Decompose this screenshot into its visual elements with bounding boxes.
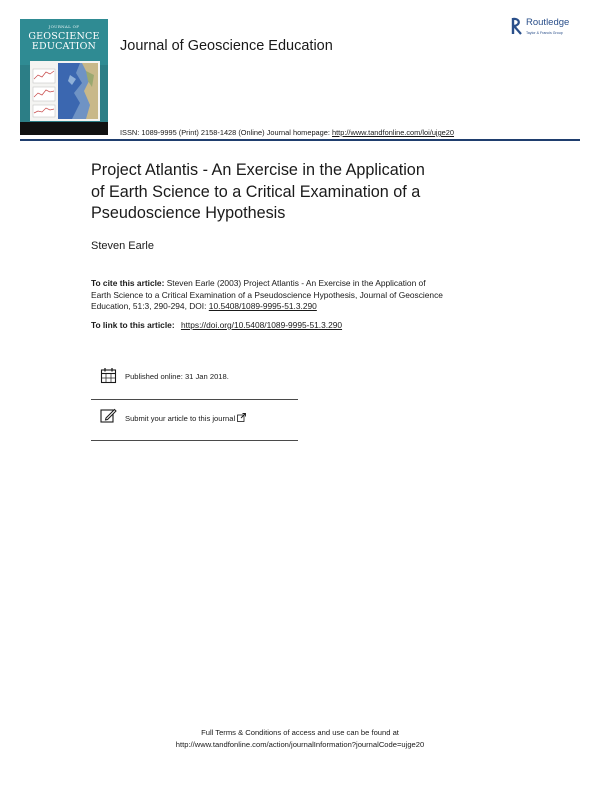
cover-title-line1: GEOSCIENCE — [28, 31, 100, 42]
article-link-label: To link to this article: — [91, 320, 177, 330]
terms-footer — [0, 727, 600, 750]
article-title — [91, 160, 511, 225]
citation-label: To cite this article: — [91, 278, 165, 288]
terms-footer-line1: Full Terms & Conditions of access and use can be found at — [201, 728, 399, 737]
journal-homepage-link[interactable]: http://www.tandfonline.com/loi/ujge20 — [332, 128, 455, 137]
journal-cover-image — [20, 19, 108, 135]
issn-homepage-line — [120, 128, 454, 137]
terms-footer-link[interactable]: http://www.tandfonline.com/action/journalInformation?journalCode=ujge20 — [175, 739, 425, 749]
calendar-icon — [100, 367, 117, 384]
article-author: Steven Earle — [91, 240, 154, 252]
submit-article-text — [125, 413, 246, 423]
issn-text: ISSN: 1089-9995 (Print) 2158-1428 (Online) Journal homepage: — [120, 128, 332, 137]
submit-article-label: Submit your article to this journal — [125, 414, 236, 423]
routledge-logo-icon — [511, 17, 523, 35]
journal-title[interactable]: Journal of Geoscience Education — [120, 38, 333, 54]
header-divider — [20, 139, 580, 141]
cover-journal-label: JOURNAL OF — [48, 24, 80, 29]
citation-text-line1: Steven Earle (2003) Project Atlantis - An Exercise in the Application of — [164, 278, 426, 288]
article-title-line: Project Atlantis - An Exercise in the Application — [91, 161, 425, 179]
cover-footer-band — [20, 122, 108, 135]
meta-divider — [91, 399, 298, 400]
publisher-logo[interactable] — [511, 15, 591, 43]
article-doi-url[interactable]: https://doi.org/10.5408/1089-9995-51.3.290 — [180, 320, 343, 330]
cover-map-illustration — [30, 61, 100, 121]
citation-block — [91, 278, 511, 313]
article-title-line: of Earth Science to a Critical Examination of a — [91, 182, 421, 201]
citation-text-line3: Education, 51:3, 290-294, DOI: — [91, 301, 209, 312]
citation-text-line2: Earth Science to a Critical Examination of a Pseudoscience Hypothesis, Journal of Geoscience — [91, 289, 443, 300]
article-title-line: Pseudoscience Hypothesis — [91, 204, 286, 222]
external-link-icon — [237, 413, 246, 422]
publisher-tagline: Taylor & Francis Group — [526, 31, 563, 35]
article-link-line — [91, 320, 342, 330]
meta-divider — [91, 440, 298, 441]
published-online-text: Published online: 31 Jan 2018. — [125, 372, 229, 381]
cover-title-line2: EDUCATION — [31, 41, 97, 52]
publisher-name: Routledge — [526, 17, 570, 28]
edit-icon — [100, 407, 117, 424]
published-online-row — [100, 367, 300, 387]
submit-article-row[interactable] — [100, 407, 300, 427]
citation-doi-link[interactable]: 10.5408/1089-9995-51.3.290 — [208, 301, 317, 312]
